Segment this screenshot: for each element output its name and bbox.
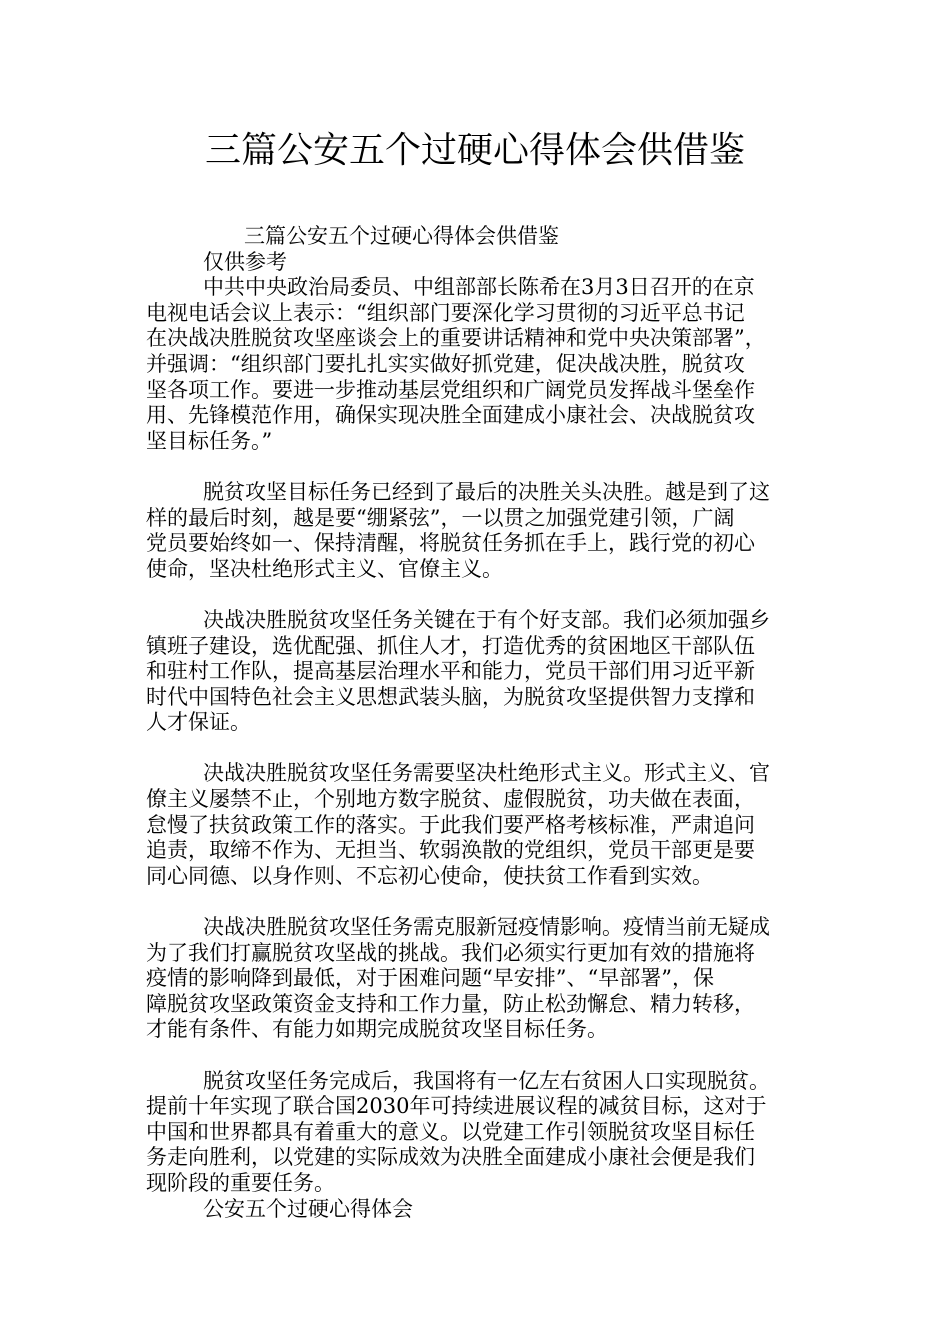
paragraph-line: 使命，坚决杜绝形式主义、官僚主义。 <box>146 556 503 581</box>
document-title: 三篇公安五个过硬心得体会供借鉴 <box>204 130 745 171</box>
paragraph-line: 坚各项工作。要进一步推动基层党组织和广阔党员发挥战斗堡垒作 <box>146 377 755 402</box>
paragraph-line: 时代中国特色社会主义思想武装头脑，为脱贫攻坚提供智力支撑和 <box>146 684 755 709</box>
paragraph-gap <box>146 454 808 480</box>
document-note: 仅供参考 <box>203 249 287 274</box>
paragraph-line: 和驻村工作队，提高基层治理水平和能力，党员干部们用习近平新 <box>146 659 755 684</box>
paragraph-5 <box>146 915 808 1043</box>
paragraph-line: 中共中央政治局委员、中组部部长陈希在3月3日召开的在京 <box>203 275 755 300</box>
paragraph-line: 追责，取缔不作为、无担当、软弱涣散的党组织，党员干部更是要 <box>146 838 755 863</box>
paragraph-line: 在决战决胜脱贫攻坚座谈会上的重要讲话精神和党中央决策部署”， <box>146 326 766 351</box>
paragraph-line: 为了我们打赢脱贫攻坚战的挑战。我们必须实行更加有效的措施将 <box>146 940 755 965</box>
paragraph-gap <box>146 582 808 608</box>
paragraph-line: 镇班子建设，选优配强、抓住人才，打造优秀的贫困地区干部队伍 <box>146 633 755 658</box>
paragraph-line: 怠慢了扶贫政策工作的落实。于此我们要严格考核标准，严肃追问 <box>146 812 755 837</box>
paragraph-4 <box>146 761 808 889</box>
paragraph-line: 中国和世界都具有着重大的意义。以党建工作引领脱贫攻坚目标任 <box>146 1119 755 1144</box>
paragraph-line: 电视电话会议上表示：“组织部门要深化学习贯彻的习近平总书记 <box>146 300 745 325</box>
paragraph-line: 决战决胜脱贫攻坚任务需克服新冠疫情影响。疫情当前无疑成 <box>203 915 770 940</box>
document-body <box>146 224 808 1222</box>
paragraph-gap <box>146 736 808 762</box>
paragraph-3 <box>146 608 808 736</box>
paragraph-line: 用、先锋模范作用，确保实现决胜全面建成小康社会、决战脱贫攻 <box>146 403 755 428</box>
paragraph-line: 疫情的影响降到最低，对于困难问题“早安排”、“早部署”，保 <box>146 966 714 991</box>
paragraph-6 <box>146 1069 808 1197</box>
paragraph-1 <box>146 275 808 454</box>
paragraph-line: 障脱贫攻坚政策资金支持和工作力量，防止松劲懈怠、精力转移， <box>146 991 755 1016</box>
paragraph-line: 提前十年实现了联合国2030年可持续进展议程的减贫目标，这对于 <box>146 1094 767 1119</box>
paragraph-line: 务走向胜利，以党建的实际成效为决胜全面建成小康社会便是我们 <box>146 1145 755 1170</box>
paragraph-line: 现阶段的重要任务。 <box>146 1170 335 1195</box>
paragraph-line: 样的最后时刻，越是要“绷紧弦”，一以贯之加强党建引领，广阔 <box>146 505 735 530</box>
paragraph-gap <box>146 889 808 915</box>
paragraph-line: 同心同德、以身作则、不忘初心使命，使扶贫工作看到实效。 <box>146 863 713 888</box>
paragraph-line: 决战决胜脱贫攻坚任务需要坚决杜绝形式主义。形式主义、官 <box>203 761 770 786</box>
paragraph-line: 并强调：“组织部门要扎扎实实做好抓党建，促决战决胜，脱贫攻 <box>146 351 745 376</box>
paragraph-gap <box>146 1043 808 1069</box>
paragraph-line: 党员要始终如一、保持清醒，将脱贫任务抓在手上，践行党的初心 <box>146 531 755 556</box>
document-subtitle: 三篇公安五个过硬心得体会供借鉴 <box>244 224 559 248</box>
paragraph-2 <box>146 480 808 582</box>
closing-heading: 公安五个过硬心得体会 <box>203 1196 413 1221</box>
paragraph-line: 人才保证。 <box>146 710 251 735</box>
paragraph-line: 决战决胜脱贫攻坚任务关键在于有个好支部。我们必须加强乡 <box>203 607 770 632</box>
paragraph-line: 脱贫攻坚目标任务已经到了最后的决胜关头决胜。越是到了这 <box>203 479 770 504</box>
paragraph-line: 坚目标任务。” <box>146 428 273 453</box>
paragraph-line: 脱贫攻坚任务完成后，我国将有一亿左右贫困人口实现脱贫。 <box>203 1068 770 1093</box>
paragraph-line: 僚主义屡禁不止，个别地方数字脱贫、虚假脱贫，功夫做在表面， <box>146 787 755 812</box>
paragraph-line: 才能有条件、有能力如期完成脱贫攻坚目标任务。 <box>146 1017 608 1042</box>
